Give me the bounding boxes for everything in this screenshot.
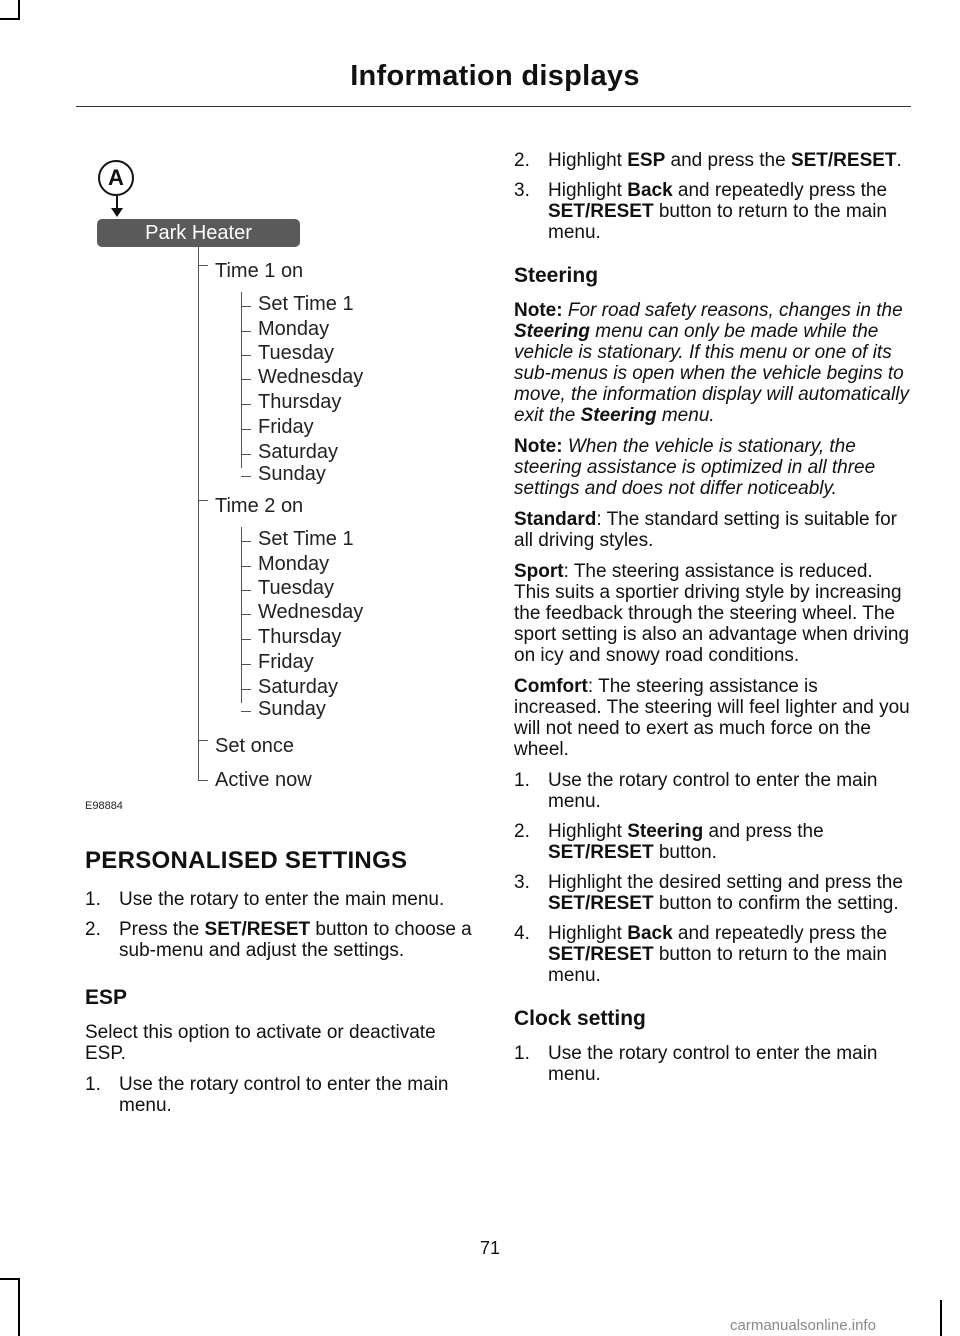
page-header-title: Information displays [350, 60, 640, 92]
tree-subtrunk [241, 292, 242, 468]
right-column [514, 150, 910, 1094]
menu-title-bar: Park Heater [97, 219, 300, 247]
subsection-heading: ESP [85, 986, 128, 1009]
note-paragraph: Note: For road safety reasons, changes in the Steering menu can only be made while the vehicle is stationary. If this menu or one of its sub-menus is open when the vehicle begins to move, the information display will automatically exit the Steering menu. [514, 300, 909, 426]
tree-branch [198, 265, 208, 266]
list-item: 1. Use the rotary to enter the main menu. [85, 889, 445, 910]
menu-item-time2: Time 2 on [215, 495, 304, 517]
crop-mark [0, 18, 20, 20]
submenu-item: Saturday [258, 441, 339, 463]
submenu-item: Wednesday [258, 366, 364, 388]
tree-branch [241, 355, 251, 356]
submenu-item: Set Time 1 [258, 528, 354, 550]
tree-branch [241, 711, 251, 712]
list-item: 2. Highlight Steering and press the SET/RESET button. [514, 821, 824, 863]
left-column [85, 847, 477, 1125]
submenu-item: Tuesday [258, 342, 334, 364]
submenu-item: Friday [258, 651, 314, 673]
tree-branch [241, 614, 251, 615]
tree-branch [198, 780, 208, 781]
tree-subtrunk [241, 527, 242, 703]
callout-marker: A [98, 160, 134, 196]
tree-branch [241, 566, 251, 567]
page-number: 71 [479, 1238, 501, 1258]
list-item: 2. Press the SET/RESET button to choose a sub-menu and adjust the settings. [85, 919, 472, 961]
submenu-item: Thursday [258, 626, 342, 648]
list-item: 3. Highlight the desired setting and press the SET/RESET button to confirm the setting. [514, 872, 903, 914]
menu-item-active-now: Active now [215, 769, 312, 791]
submenu-item: Saturday [258, 676, 339, 698]
tree-branch [241, 476, 251, 477]
crop-mark [0, 1278, 20, 1280]
list-item: 1. Use the rotary control to enter the main menu. [514, 1043, 878, 1085]
submenu-item: Tuesday [258, 577, 334, 599]
tree-branch [241, 590, 251, 591]
tree-branch [241, 404, 251, 405]
tree-branch [241, 541, 251, 542]
paragraph: Standard: The standard setting is suitable for all driving styles. [514, 509, 898, 551]
tree-branch [241, 306, 251, 307]
tree-branch [198, 740, 208, 741]
subsection-heading: Steering [514, 264, 599, 287]
tree-branch [241, 379, 251, 380]
crop-mark [940, 1300, 942, 1336]
submenu-item: Monday [258, 553, 330, 575]
tree-branch [241, 429, 251, 430]
paragraph: Select this option to activate or deactivate ESP. [85, 1022, 436, 1064]
watermark: carmanualsonline.info [730, 1317, 876, 1334]
submenu-item: Friday [258, 416, 314, 438]
paragraph: Comfort: The steering assistance is increased. The steering will feel lighter and you will not need to exert as much force on the wheel. [514, 676, 910, 760]
tree-branch [241, 689, 251, 690]
submenu-item: Set Time 1 [258, 293, 354, 315]
submenu-item: Sunday [258, 698, 326, 720]
crop-mark [18, 1278, 20, 1336]
list-item: 2. Highlight ESP and press the SET/RESET. [514, 150, 902, 171]
list-item: 4. Highlight Back and repeatedly press the SET/RESET button to return to the main menu. [514, 923, 888, 986]
submenu-item: Monday [258, 318, 330, 340]
section-heading: PERSONALISED SETTINGS [85, 847, 408, 874]
paragraph: Sport: The steering assistance is reduced. This suits a sportier driving style by increasing the feedback through the steering wheel. The sport setting is also an advantage when driving on icy and snowy road conditions. [514, 561, 910, 666]
subsection-heading: Clock setting [514, 1007, 646, 1030]
tree-branch [241, 454, 251, 455]
submenu-item: Sunday [258, 463, 326, 485]
tree-trunk [198, 247, 199, 780]
note-paragraph: Note: When the vehicle is stationary, the steering assistance is optimized in all three settings and does not differ noticeably. [514, 436, 876, 499]
menu-item-set-once: Set once [215, 735, 294, 757]
tree-branch [241, 331, 251, 332]
tree-branch [241, 664, 251, 665]
header-divider [76, 106, 911, 107]
list-item: 3. Highlight Back and repeatedly press the SET/RESET button to return to the main menu. [514, 180, 888, 243]
submenu-item: Wednesday [258, 601, 364, 623]
tree-branch [241, 639, 251, 640]
submenu-item: Thursday [258, 391, 342, 413]
figure-code: E98884 [85, 800, 123, 812]
arrow-down-icon [111, 208, 123, 217]
list-item: 1. Use the rotary control to enter the main menu. [514, 770, 878, 812]
list-item: 1. Use the rotary control to enter the main menu. [85, 1074, 449, 1116]
crop-mark [18, 0, 20, 20]
tree-branch [198, 500, 208, 501]
menu-item-time1: Time 1 on [215, 260, 304, 282]
